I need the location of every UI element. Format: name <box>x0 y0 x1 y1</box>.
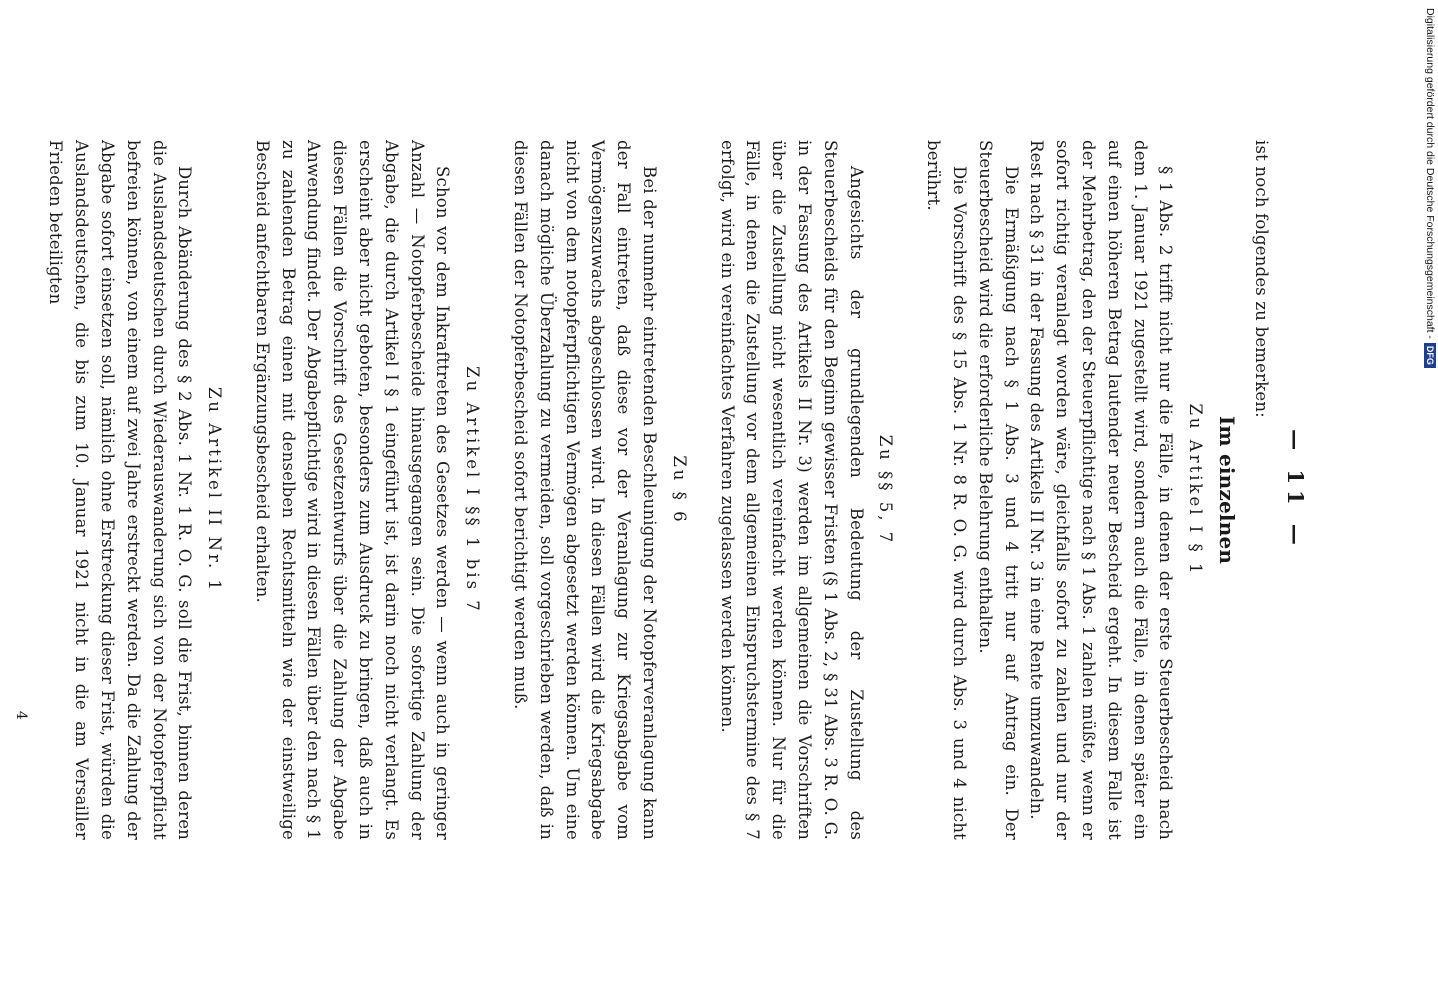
paragraph: Durch Abänderung des § 2 Abs. 1 Nr. 1 R. O. G. soll die Frist, binnen deren die Auslandsdeutschen durch Wiederauswanderung sich von der Notopferpflicht befreien können, von einem auf zwei Jahre erstreckt werden. Da die Zahlung der Abgabe sofort einsetzen soll, nämlich ohne Erstreckung dieser Frist, würden die Auslandsdeutschen, die bis zum 10. Januar 1921 nicht in die am Versailler Frieden beteiligten <box>46 140 195 840</box>
section-title: Zu Artikel II Nr. 1 <box>205 386 225 594</box>
section-title: Zu Artikel I §§ 1 bis 7 <box>463 366 483 614</box>
section-title: Zu §§ 5, 7 <box>876 434 896 546</box>
paragraph: Angesichts der grundlegenden Bedeutung der Zustellung des Steuerbescheids für den Beginn gewisser Fristen (§ 1 Abs. 2, § 31 Abs. 3 R. O. G. in der Fassung des Artikels II Nr. 3) werden im allgemeinen die Vorschriften über die Zustellung nicht wesentlich vereinfacht werden können. Nur für die Fälle, in denen die Zustellung vor dem allgemeinen Einspruchstermine des § 7 erfolgt, wird ein vereinfachtes Verfahren zugelassen werden können. <box>717 140 866 840</box>
document-page <box>12 140 1310 840</box>
dfg-logo: DFG <box>1424 343 1436 368</box>
section-title: Zu § 6 <box>669 455 689 525</box>
digitization-credit-text: Digitalisierung gefördert durch die Deutsche Forschungsgemeinschaft - <box>1424 8 1436 339</box>
paragraph: Die Ermäßigung nach § 1 Abs. 3 und 4 tritt nur auf Antrag ein. Der Steuerbescheid wird die erforderliche Belehrung enthalten. <box>975 140 1021 840</box>
paragraph: Bei der nunmehr eintretenden Beschleunigung der Notopferveranlagung kann der Fall eintreten, daß diese vor der Veranlagung zur Kriegsabgabe vom Vermögenszuwachs abgeschlossen wird. In diesen Fällen wird die Kriegsabgabe nicht von dem notopferpflichtigen Vermögen abgesetzt werden können. Um eine danach mögliche Überzahlung zu vermeiden, soll vorgeschrieben werden, daß in diesen Fällen der Notopferbescheid sofort berichtigt werden muß. <box>511 140 660 840</box>
section-paras-5-7 <box>714 140 899 840</box>
rotated-page <box>12 140 1310 840</box>
section-article-1-paras-1-7 <box>249 140 485 840</box>
page-number: — 11 — <box>1283 429 1308 551</box>
paragraph: Die Vorschrift des § 15 Abs. 1 Nr. 8 R. O. G. wird durch Abs. 3 und 4 nicht berührt. <box>924 140 970 840</box>
section-title: Zu Artikel I § 1 <box>1186 403 1206 577</box>
paragraph: § 1 Abs. 2 trifft nicht nur die Fälle, in denen der erste Steuerbescheid nach dem 1. Januar 1921 zugestellt wird, sondern auch die Fälle, in denen später ein auf einen höheren Betrag lautender neuer Bescheid ergeht. In diesem Falle ist der Mehrbetrag, den der Steuerpflichtige nach § 1 Abs. 1 zahlen müßte, wenn er sofort richtig veranlagt worden wäre, gleichfalls sofort zu zahlen und nur der Rest nach § 31 in der Fassung des Artikels II Nr. 3 in eine Rente umzuwandeln. <box>1027 140 1176 840</box>
section-article-1-para-1 <box>920 140 1208 840</box>
digitization-credit <box>1418 8 1438 398</box>
signature-mark: 4 <box>12 710 29 720</box>
paragraph: Schon vor dem Inkrafttreten des Gesetzes werden — wenn auch in geringer Anzahl — Notopferbescheide hinausgegangen sein. Die sofortige Zahlung der Abgabe, die durch Artikel I § 1 eingeführt ist, ist darin noch nicht verlangt. Es erscheint aber nicht geboten, besonders zum Ausdruck zu bringen, daß auch in diesen Fällen die Vorschrift des Gesetzentwurfs über die Zahlung der Abgabe Anwendung findet. Der Abgabepflichtige wird in diesen Fällen über den nach § 1 zu zahlenden Betrag einen mit denselben Rechtsmitteln wie der einstweilige Bescheid anfechtbaren Ergänzungsbescheid erhalten. <box>252 140 453 840</box>
intro-line: ist noch folgendes zu bemerken: <box>1252 140 1271 418</box>
section-article-2-nr-1 <box>43 140 228 840</box>
section-para-6 <box>507 140 692 840</box>
page-title: Im einzelnen <box>1215 415 1240 565</box>
